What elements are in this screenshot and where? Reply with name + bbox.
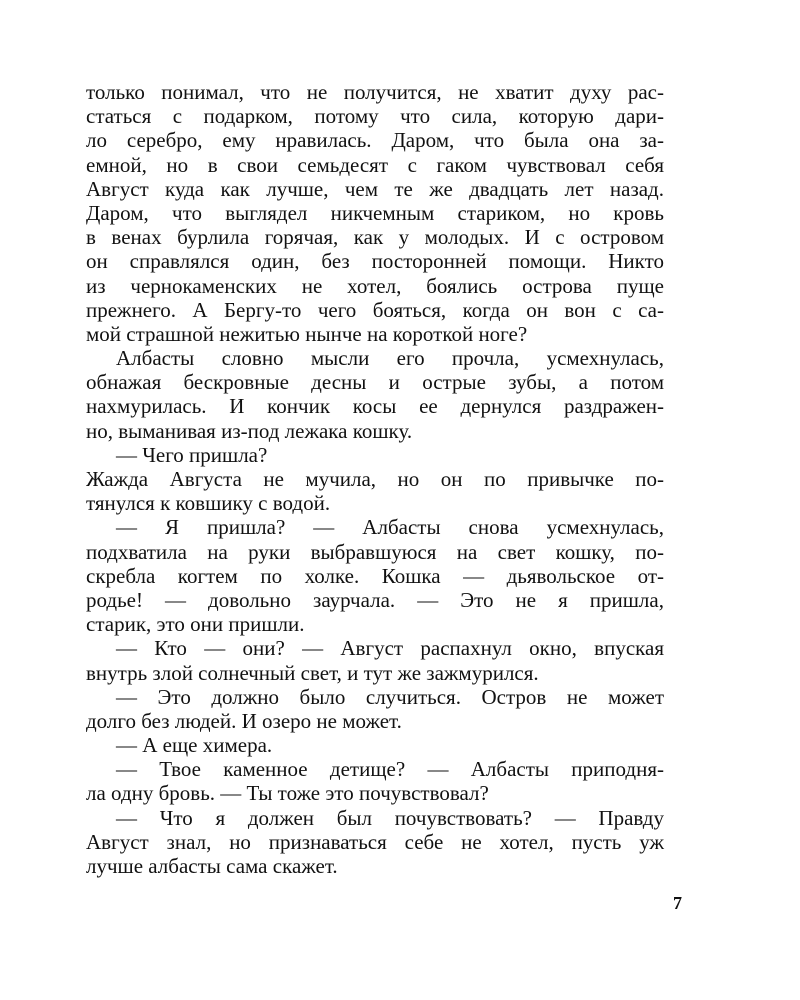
text-line: Албасты словно мысли его прочла, усмехнулась, xyxy=(116,346,664,371)
text-line: тянулся к ковшику с водой. xyxy=(86,491,331,516)
text-line: лучше албасты сама скажет. xyxy=(86,854,338,878)
text-line: — Кто — они? — Август распахнул окно, впуская xyxy=(116,636,664,661)
text-line: родье! — довольно заурчала. — Это не я пришла, xyxy=(86,587,664,612)
body-text xyxy=(86,80,664,878)
text-line: — Я пришла? — Албасты снова усмехнулась, xyxy=(116,515,664,540)
text-line: но, выманивая из-под лежака кошку. xyxy=(86,418,413,443)
text-line: — Что я должен был почувствовать? — Правду xyxy=(116,805,664,830)
text-line: ло серебро, ему нравилась. Даром, что была она за- xyxy=(86,128,664,153)
text-line: Август куда как лучше, чем те же двадцать лет назад. xyxy=(86,176,664,201)
text-line: долго без людей. И озеро не может. xyxy=(86,708,402,733)
text-line: старик, это они пришли. xyxy=(86,612,305,637)
text-line: — Твое каменное детище? — Албасты приподня- xyxy=(116,757,664,782)
text-line: он справлялся один, без посторонней помощи. Никто xyxy=(86,249,664,274)
text-line: из чернокаменских не хотел, боялись острова пуще xyxy=(86,273,664,298)
page-number: 7 xyxy=(673,893,682,913)
text-line: емной, но в свои семьдесят с гаком чувствовал себя xyxy=(86,152,664,177)
text-line: прежнего. А Бергу-то чего бояться, когда он вон с са- xyxy=(86,297,664,322)
text-line: статься с подарком, потому что сила, которую дари- xyxy=(86,104,664,129)
text-line: Жажда Августа не мучила, но он по привычке по- xyxy=(86,467,664,491)
text-line: внутрь злой солнечный свет, и тут же зажмурился. xyxy=(86,660,539,685)
text-line: в венах бурлила горячая, как у молодых. И с островом xyxy=(86,225,664,250)
text-line: — Чего пришла? xyxy=(116,442,268,467)
text-line: скребла когтем по холке. Кошка — дьявольское от- xyxy=(86,563,664,588)
text-line: обнажая бескровные десны и острые зубы, а потом xyxy=(86,370,664,395)
text-line: мой страшной нежитью нынче на короткой ноге? xyxy=(86,321,528,346)
text-line: — А еще химера. xyxy=(116,733,273,758)
text-line: подхватила на руки выбравшуюся на свет кошку, по- xyxy=(86,539,664,564)
text-line: Август знал, но признаваться себе не хотел, пусть уж xyxy=(86,829,664,854)
text-line: только понимал, что не получится, не хватит духу рас- xyxy=(86,80,664,104)
text-line: ла одну бровь. — Ты тоже это почувствовал? xyxy=(86,781,489,806)
text-line: Даром, что выглядел никчемным стариком, но кровь xyxy=(86,200,664,225)
text-line: нахмурилась. И кончик косы ее дернулся раздражен- xyxy=(86,394,664,419)
text-line: — Это должно было случиться. Остров не может xyxy=(116,684,664,709)
